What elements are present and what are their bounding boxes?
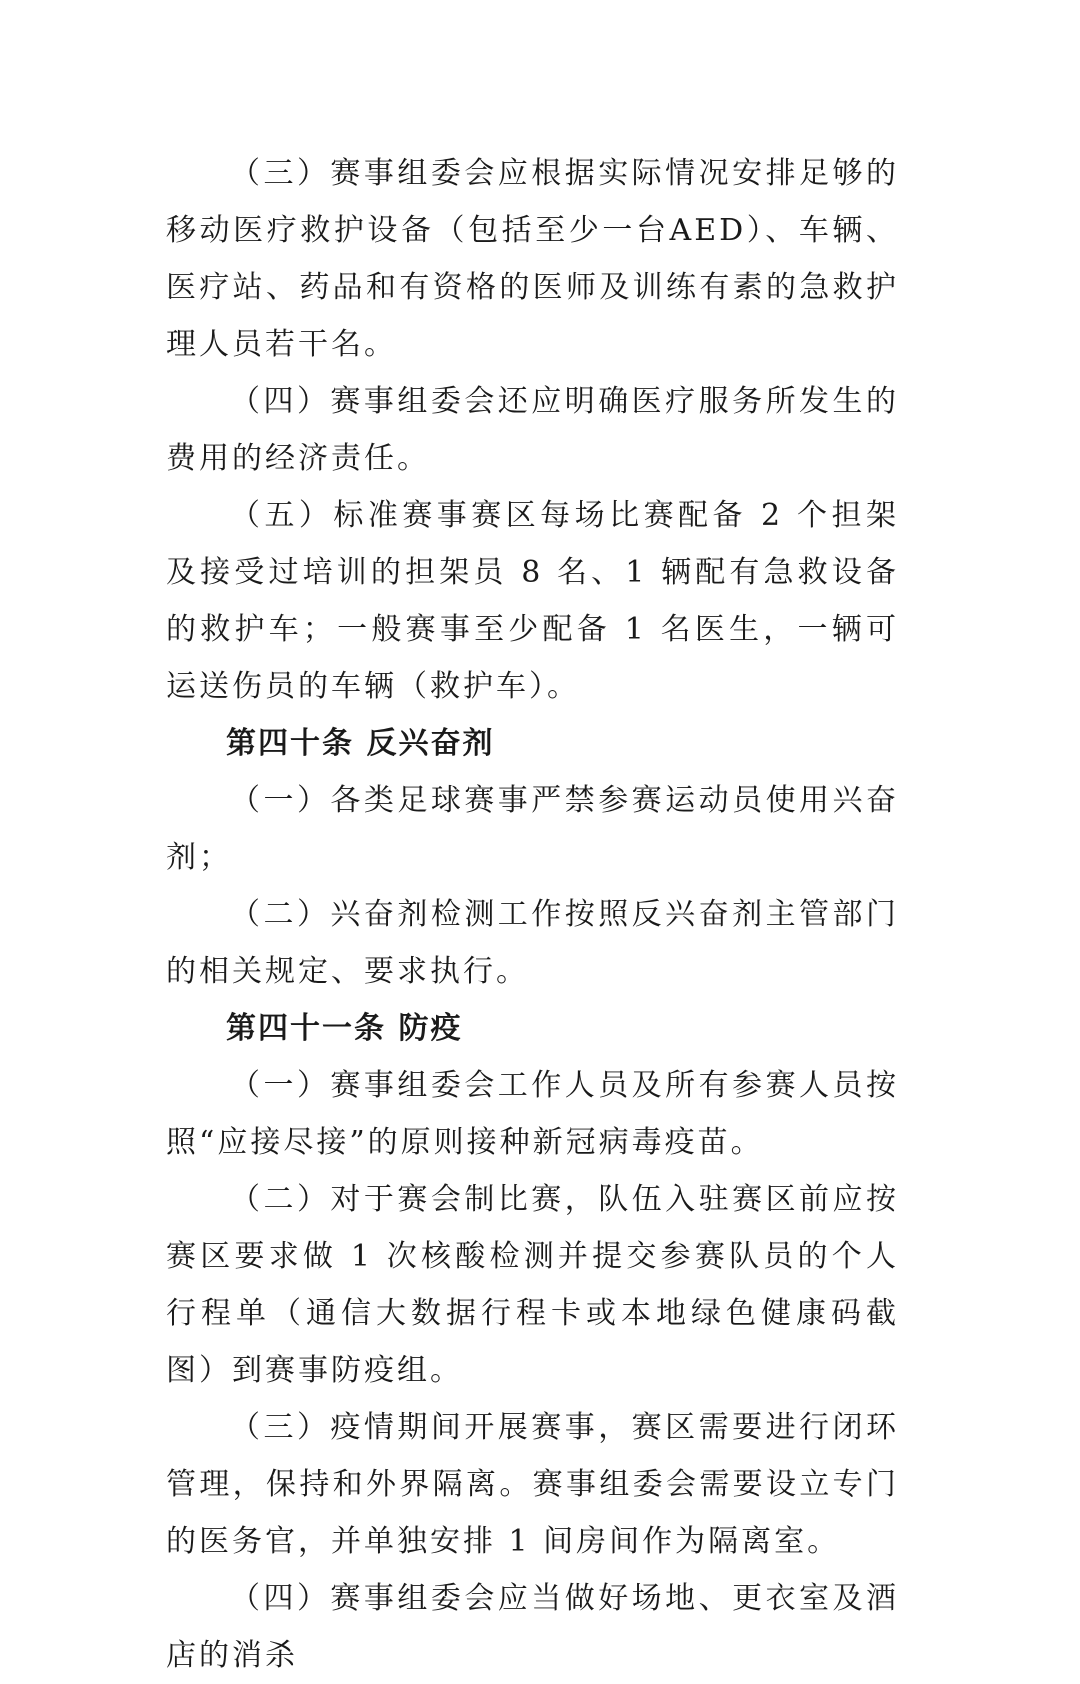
paragraph-doping-test: （二）兴奋剂检测工作按照反兴奋剂主管部门的相关规定、要求执行。	[166, 897, 899, 989]
paragraph-closed-loop: （三）疫情期间开展赛事，赛区需要进行闭环管理，保持和外界隔离。赛事组委会需要设立专门的医务官，并单独安排 1 间房间作为隔离室。	[166, 1410, 899, 1559]
paragraph-stretcher-ambulance: （五）标准赛事赛区每场比赛配备 2 个担架及接受过培训的担架员 8 名、1 辆配有急救设备的救护车；一般赛事至少配备 1 名医生，一辆可运送伤员的车辆（救护车）。	[166, 498, 899, 704]
paragraph-doping-ban: （一）各类足球赛事严禁参赛运动员使用兴奋剂；	[166, 783, 899, 875]
paragraph-vaccination: （一）赛事组委会工作人员及所有参赛人员按照“应接尽接”的原则接种新冠病毒疫苗。	[166, 1068, 899, 1160]
paragraph-medical-equipment: （三）赛事组委会应根据实际情况安排足够的移动医疗救护设备（包括至少一台AED）、车辆、医疗站、药品和有资格的医师及训练有素的急救护理人员若干名。	[166, 156, 899, 362]
article-heading-anti-doping: 第四十条 反兴奋剂	[226, 726, 495, 761]
article-heading-epidemic-prevention: 第四十一条 防疫	[226, 1011, 463, 1046]
paragraph-medical-cost: （四）赛事组委会还应明确医疗服务所发生的费用的经济责任。	[166, 384, 899, 476]
paragraph-disinfection: （四）赛事组委会应当做好场地、更衣室及酒店的消杀	[166, 1581, 899, 1673]
document-body	[166, 145, 899, 1684]
paragraph-nucleic-test: （二）对于赛会制比赛，队伍入驻赛区前应按赛区要求做 1 次核酸检测并提交参赛队员的个人行程单（通信大数据行程卡或本地绿色健康码截图）到赛事防疫组。	[166, 1182, 899, 1388]
